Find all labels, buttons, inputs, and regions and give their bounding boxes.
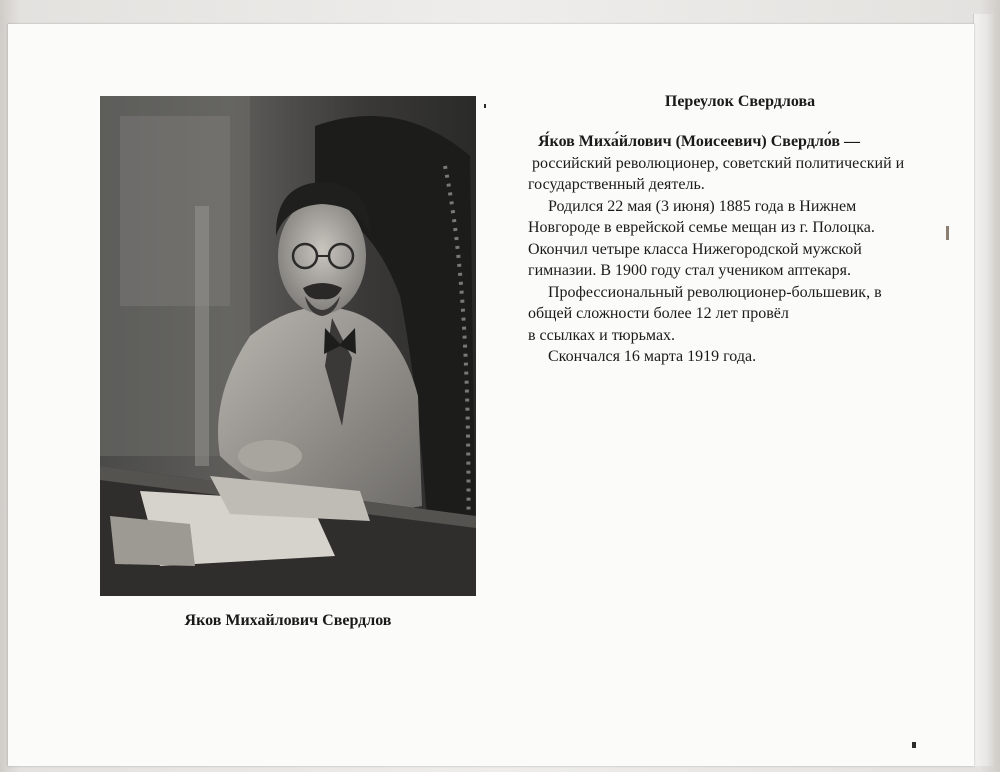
page-edge xyxy=(973,14,994,766)
bio-line: российский революционер, советский политический и xyxy=(532,154,905,172)
bio-line: Родился 22 мая (3 июня) 1885 года в Нижнем xyxy=(548,197,857,215)
page-title: Переулок Свердлова xyxy=(664,93,816,110)
scan-speck xyxy=(946,226,949,240)
portrait-photo xyxy=(100,96,476,596)
bio-line: общей сложности более 12 лет провёл xyxy=(528,305,789,322)
bio-line: Профессиональный революционер-большевик, в xyxy=(548,283,882,301)
bio-line: Скончался 16 марта 1919 года. xyxy=(548,348,757,365)
bio-line: в ссылках и тюрьмах. xyxy=(528,326,676,344)
photo-caption: Яков Михайлович Свердлов xyxy=(184,612,392,629)
biography-text xyxy=(528,131,928,368)
bio-line: гимназии. В 1900 году стал учеником аптекаря. xyxy=(528,262,851,279)
bio-line: Окончил четыре класса Нижегородской мужской xyxy=(528,240,862,258)
bio-line: Новгороде в еврейской семье мещан из г. Полоцка. xyxy=(528,219,875,236)
scan-speck xyxy=(484,104,486,108)
scan-speck xyxy=(912,742,916,748)
bio-line: государственный деятель. xyxy=(528,176,705,193)
bio-name-line: Я́ков Миха́йлович (Моисеевич) Свердло́в — xyxy=(538,133,861,150)
